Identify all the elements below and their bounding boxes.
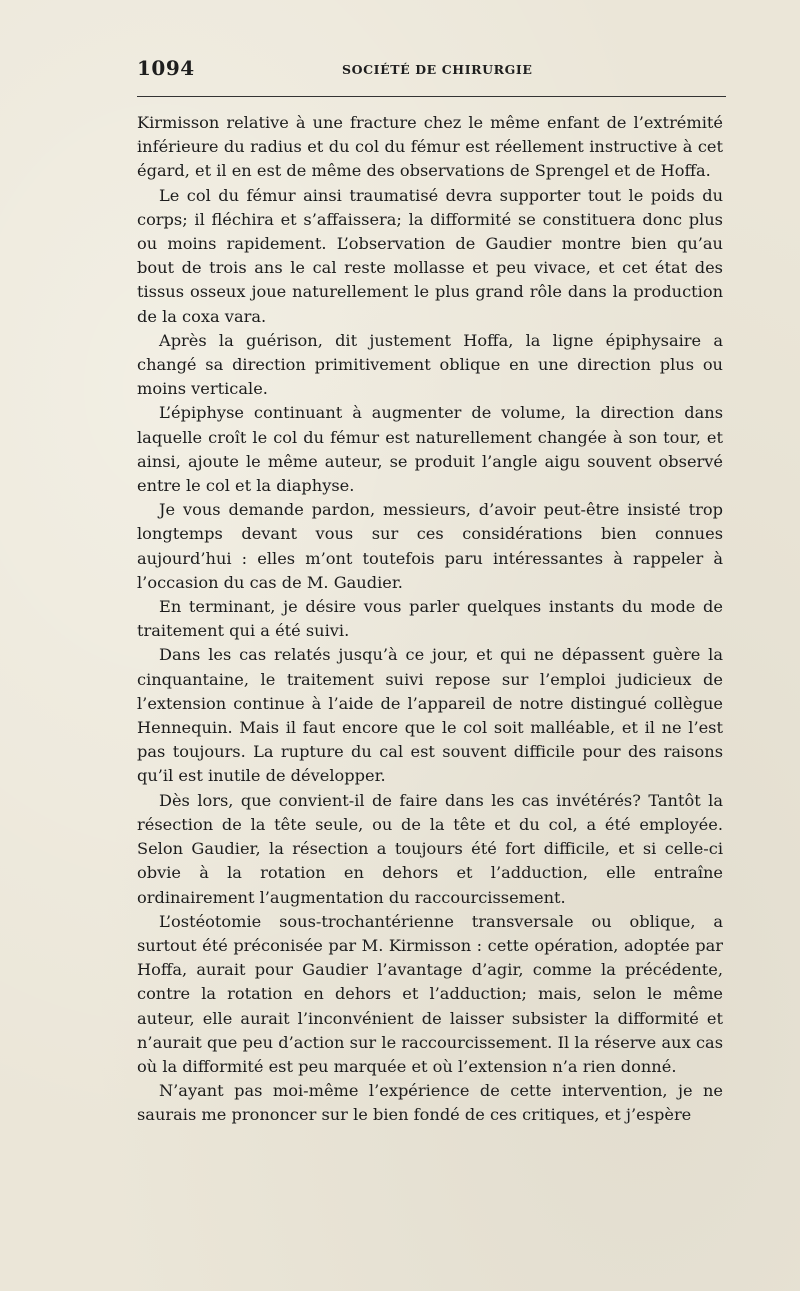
- paragraph: Le col du fémur ainsi traumatisé devra supporter tout le poids du corps; il fléchira et s’affaissera; la difformité se constituera donc plus ou moins rapidement. L’observation de Gaudier montre bien qu’au bout de trois ans le cal reste mollasse et peu vivace, et cet état des tissus osseux joue naturellement le plus grand rôle dans la production de la coxa vara.: [137, 185, 723, 326]
- page-header: [137, 56, 727, 82]
- paragraph: Kirmisson relative à une fracture chez le même enfant de l’extrémité inférieure du radius et du col du fémur est réellement instructive à cet égard, et il en est de même des observations de Sprengel et de Hoffa.: [137, 113, 723, 181]
- body-text: [137, 111, 723, 1128]
- page-number: 1094: [137, 56, 195, 80]
- header-rule: [137, 96, 726, 97]
- paragraph: Dès lors, que convient-il de faire dans les cas invétérés? Tantôt la résection de la tête seule, ou de la tête et du col, a été employée. Selon Gaudier, la résection a toujours été fort difficile, et si celle-ci obvie à la rotation en dehors et l’adduction, elle entraîne ordinairement l’augmentation du raccourcissement.: [137, 790, 723, 907]
- paragraph: Je vous demande pardon, messieurs, d’avoir peut-être insisté trop longtemps devant vous sur ces considérations bien connues aujourd’hui : elles m’ont toutefois paru intéressantes à rappeler à l’occasion du cas de M. Gaudier.: [137, 500, 723, 592]
- paragraph: En terminant, je désire vous parler quelques instants du mode de traitement qui a été suivi.: [137, 597, 723, 641]
- paragraph: Dans les cas relatés jusqu’à ce jour, et qui ne dépassent guère la cinquantaine, le traitement suivi repose sur l’emploi judicieux de l’extension continue à l’aide de l’appareil de notre distingué collègue Hennequin. Mais il faut encore que le col soit malléable, et il ne l’est pas toujours. La rupture du cal est souvent difficile pour des raisons qu’il est inutile de développer.: [137, 645, 723, 786]
- paragraph: L’épiphyse continuant à augmenter de volume, la direction dans laquelle croît le col du fémur est naturellement changée à son tour, et ainsi, ajoute le même auteur, se produit l’angle aigu souvent observé entre le col et la diaphyse.: [137, 403, 723, 496]
- paragraph: L’ostéotomie sous-trochantérienne transversale ou oblique, a surtout été préconisée par M. Kirmisson : cette opération, adoptée par Hoffa, aurait pour Gaudier l’avantage d’agir, comme la précédente, contre la rotation en dehors et l’adduction; mais, selon le même auteur, elle aurait l’inconvénient de laisser subsister la difformité et n’aurait que peu d’action sur le raccourcissement. Il la réserve aux cas où la difformité est peu marquée et où l’extension n’a rien donné.: [137, 911, 723, 1076]
- running-title: SOCIÉTÉ DE CHIRURGIE: [342, 62, 533, 77]
- paragraph: Après la guérison, dit justement Hoffa, la ligne épiphysaire a changé sa direction primitivement oblique en une direction plus ou moins verticale.: [137, 330, 723, 399]
- paragraph: N’ayant pas moi-même l’expérience de cette intervention, je ne saurais me prononcer sur le bien fondé de ces critiques, et j’espère: [137, 1081, 723, 1125]
